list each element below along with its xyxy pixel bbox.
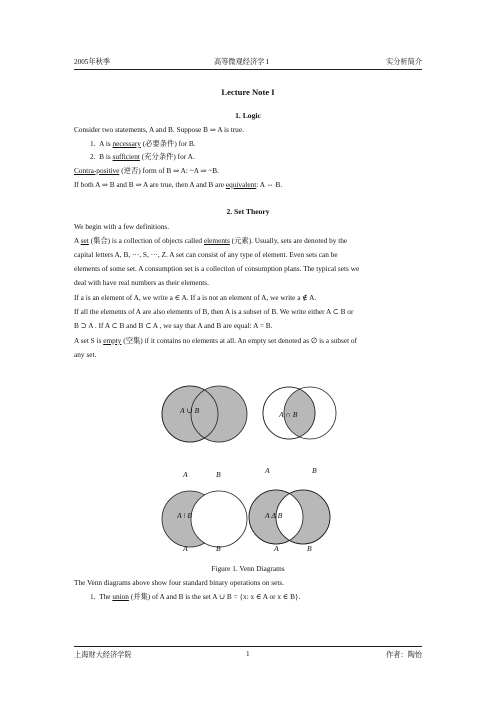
venn-difference — [162, 491, 247, 547]
after-p1: The Venn diagrams above show four standard binary operations on sets. — [74, 578, 285, 587]
logic-contrapositive: Contra-positive (逆否) form of B ⇒ A: ~A ⇒ ~B. — [74, 166, 219, 175]
page-number: 1 — [246, 650, 250, 658]
set-p3-line1: If all the elements of A are also elements of B, then A is a subset of B. We write either A ⊂ B or — [74, 307, 354, 316]
venn-difference-circle-b — [191, 491, 247, 547]
venn-intersection — [263, 387, 336, 439]
page-header — [74, 57, 422, 70]
venn-diagrams — [150, 368, 350, 558]
venn-union-b: B — [216, 470, 221, 479]
section-logic-heading: 1. Logic — [235, 111, 261, 120]
set-p3-line2: B ⊃ A . If A ⊂ B and B ⊂ A , we say that A and B are equal: A = B. — [74, 321, 273, 330]
section-set-heading: 2. Set Theory — [226, 207, 270, 216]
page-title: Lecture Note I — [221, 87, 275, 97]
venn-symmetric-difference — [249, 490, 330, 544]
set-p4-line2: any set. — [74, 350, 97, 359]
set-p1-line4: deal with have real numbers as their elements. — [74, 278, 209, 287]
set-p2: If a is an element of A, we write a ∈ A. If a is not an element of A, we write a ∉ A. — [74, 293, 317, 302]
page-footer — [74, 646, 422, 661]
venn-symdiff-a: A — [274, 544, 279, 553]
venn-difference-label: A \ B — [177, 511, 193, 520]
venn-difference-b: B — [216, 544, 221, 553]
set-p1-line1: A set (集合) is a collection of objects called elements (元素). Usually, sets are denoted by the — [74, 236, 348, 245]
venn-intersection-a: A — [265, 466, 270, 475]
set-p1-line3: elements of some set. A consumption set is a collection of consumption plans. The typical sets we — [74, 264, 360, 273]
venn-intersection-b: B — [312, 466, 317, 475]
venn-symdiff-b: B — [307, 544, 312, 553]
after-item-union: 1. The union (并集) of A and B is the set A ∪ B = {x: x ∈ A or x ∈ B}. — [90, 592, 301, 601]
logic-equivalent: If both A ⇒ B and B ⇒ A are true, then A and B are equivalent: A ⇔ B. — [74, 180, 283, 189]
logic-item-sufficient: 2. B is sufficient (充分条件) for A. — [90, 152, 195, 161]
venn-intersection-label: A ∩ B — [279, 410, 298, 419]
set-p4-line1: A set S is empty (空集) if it contains no elements at all. An empty set denoted as ∅ is a subset of — [74, 336, 358, 345]
venn-union-label: A ∪ B — [180, 406, 200, 415]
header-center: 高等微观经济学 I — [214, 58, 269, 66]
header-left: 2005年秋季 — [74, 58, 110, 66]
venn-union-circle-b — [191, 386, 247, 442]
venn-union — [162, 386, 247, 442]
figure-caption: Figure 1. Venn Diagrams — [211, 564, 285, 573]
set-p0: We begin with a few definitions. — [74, 222, 170, 231]
logic-intro: Consider two statements, A and B. Suppose B ⇒ A is true. — [74, 125, 244, 134]
venn-symdiff-label: A Δ B — [265, 511, 283, 520]
logic-item-necessary: 1. A is necessary (必要条件) for B. — [90, 139, 196, 148]
footer-left: 上海财大经济学院 — [74, 651, 132, 659]
set-p1-line2: capital letters A, B, ···, S, ···, Z. A set can consist of any type of element. Even sets can be — [74, 250, 338, 259]
footer-right: 作者：陶怡 — [386, 651, 422, 659]
header-right: 实分析简介 — [386, 58, 422, 66]
venn-union-a: A — [183, 470, 188, 479]
venn-difference-a: A — [183, 544, 188, 553]
